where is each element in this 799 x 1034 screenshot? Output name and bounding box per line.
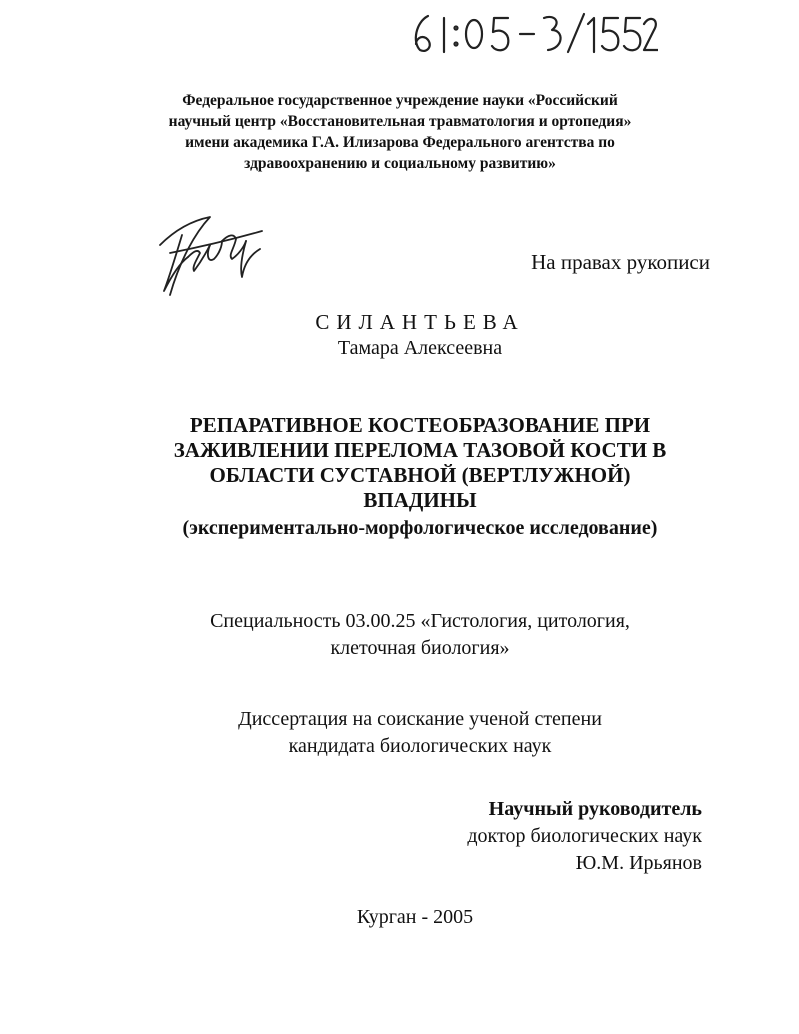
- institution-line: Федеральное государственное учреждение науки «Российский: [182, 92, 618, 109]
- title-line: ЗАЖИВЛЕНИИ ПЕРЕЛОМА ТАЗОВОЙ КОСТИ В: [173, 438, 667, 462]
- handwritten-signature: [150, 205, 270, 305]
- institution-line: имени академика Г.А. Илизарова Федерального агентства по: [185, 134, 615, 151]
- institution-line: научный центр «Восстановительная травматология и ортопедия»: [168, 113, 632, 130]
- degree-line: кандидата биологических наук: [288, 735, 552, 757]
- specialty-line: Специальность 03.00.25 «Гистология, цитология,: [210, 610, 630, 632]
- supervisor-block: [380, 796, 702, 877]
- institution-name: [120, 90, 680, 174]
- author-surname: СИЛАНТЬЕВА: [315, 310, 525, 334]
- institution-line: здравоохранению и социальному развитию»: [244, 155, 556, 172]
- dissertation-title: [100, 413, 740, 513]
- handwritten-archive-number: [408, 8, 658, 56]
- degree-line: Диссертация на соискание ученой степени: [238, 708, 602, 730]
- title-line: ОБЛАСТИ СУСТАВНОЙ (ВЕРТЛУЖНОЙ): [209, 463, 631, 487]
- manuscript-rights-note: На правах рукописи: [531, 250, 710, 274]
- specialty-block: [120, 608, 720, 662]
- supervisor-heading: Научный руководитель: [488, 798, 702, 820]
- city-year: Курган - 2005: [356, 906, 474, 928]
- supervisor-degree: доктор биологических наук: [467, 825, 702, 847]
- degree-block: [120, 706, 720, 760]
- title-line: РЕПАРАТИВНОЕ КОСТЕОБРАЗОВАНИЕ ПРИ: [189, 413, 651, 437]
- author-given-name: Тамара Алексеевна: [337, 337, 503, 359]
- dissertation-subtitle: (экспериментально-морфологическое исследование): [182, 517, 658, 539]
- specialty-line: клеточная биология»: [330, 637, 510, 659]
- title-line: ВПАДИНЫ: [363, 488, 477, 512]
- supervisor-name: Ю.М. Ирьянов: [575, 852, 702, 874]
